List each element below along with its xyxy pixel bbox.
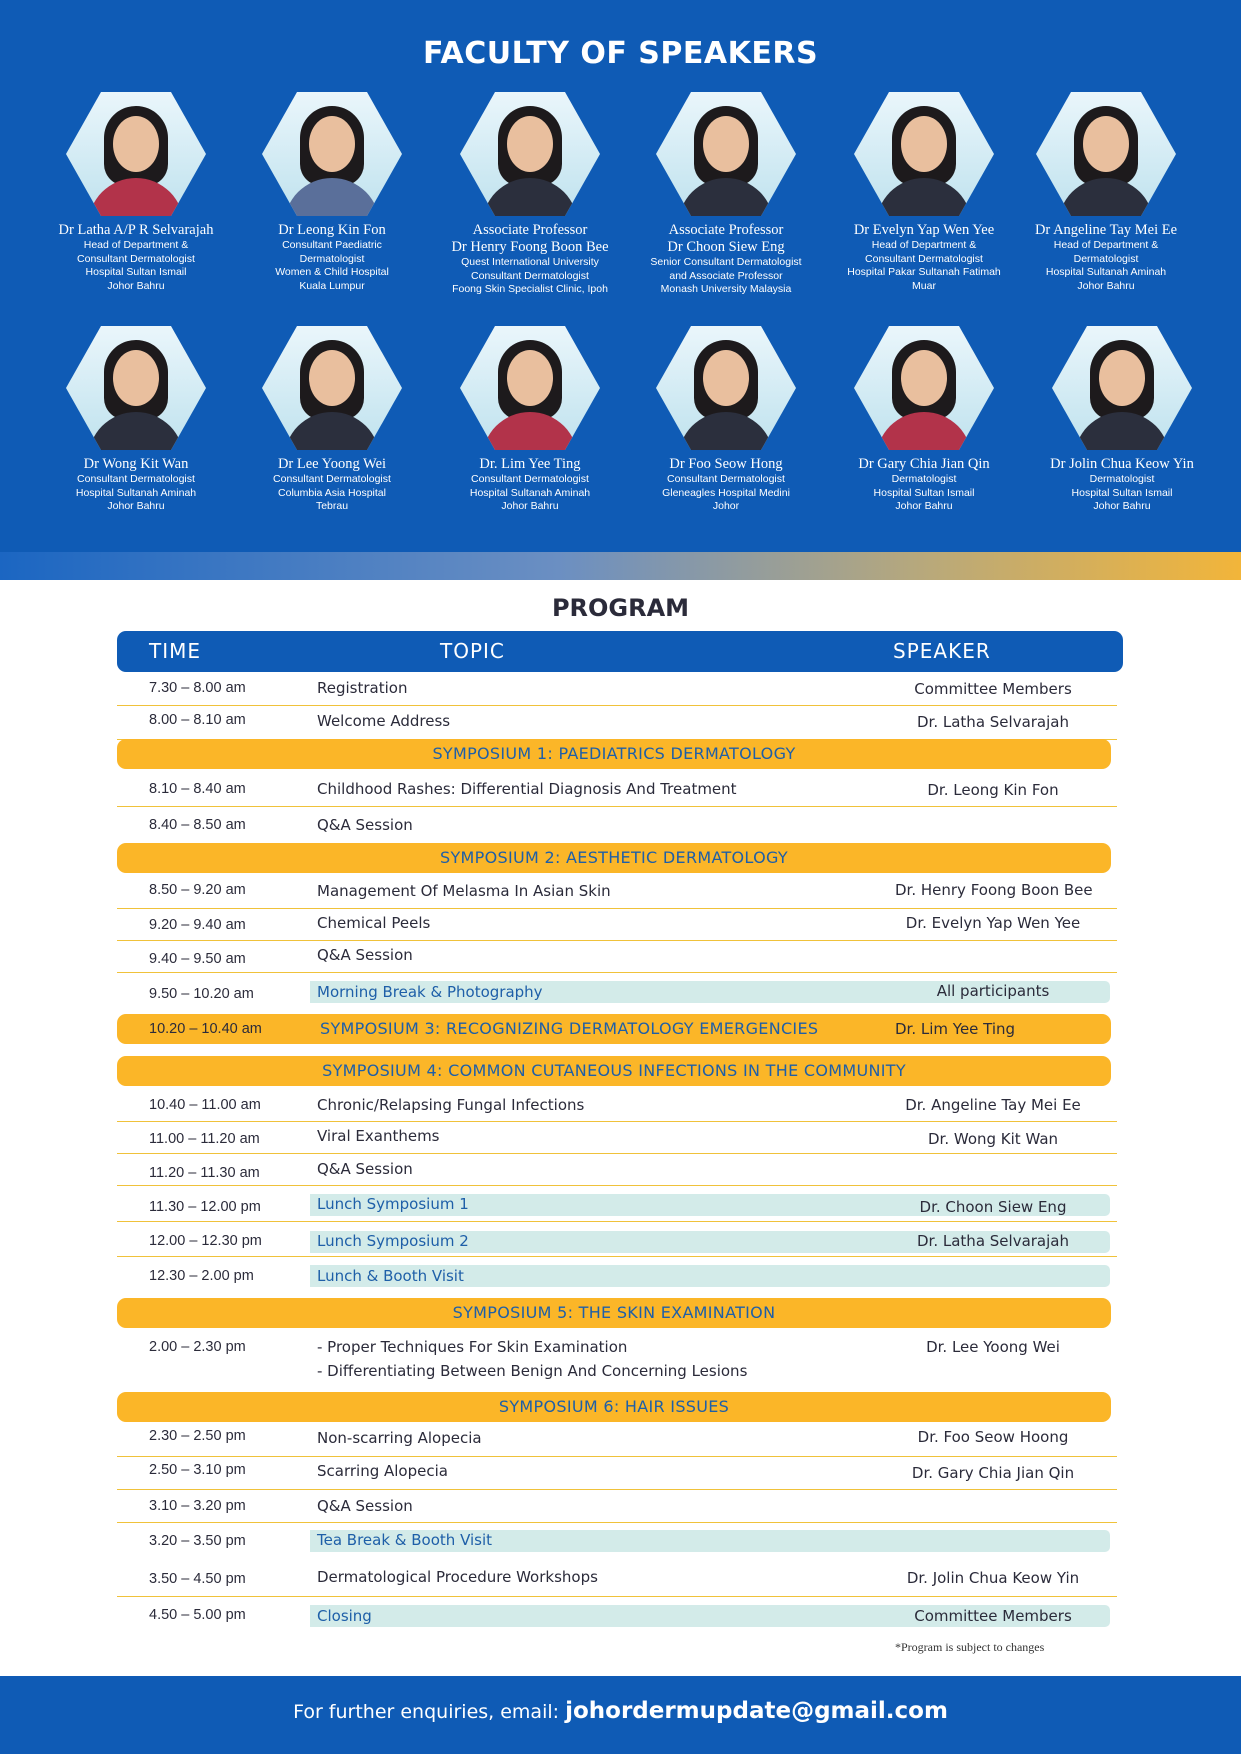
table-row (117, 1523, 1117, 1559)
speaker-card (432, 326, 628, 514)
speaker-detail: and Associate Professor (669, 269, 783, 282)
row-topic: Lunch & Booth Visit (317, 1267, 464, 1285)
row-topic: Childhood Rashes: Differential Diagnosis And Treatment (317, 780, 737, 798)
speaker-photo (1036, 92, 1176, 216)
footer-text: For further enquiries, email: (293, 1701, 566, 1723)
row-time: 11.30 – 12.00 pm (149, 1199, 261, 1215)
speaker-card (826, 326, 1022, 514)
row-time: 3.20 – 3.50 pm (149, 1533, 246, 1549)
row-speaker: Dr. Latha Selvarajah (917, 1232, 1069, 1250)
email-link[interactable]: johordermupdate@gmail.com (565, 1698, 948, 1724)
table-row (117, 1597, 1117, 1633)
row-time: 9.40 – 9.50 am (149, 951, 246, 967)
row-topic: Welcome Address (317, 712, 451, 730)
speaker-detail: Johor Bahru (501, 500, 559, 512)
row-time: 4.50 – 5.00 pm (149, 1607, 246, 1623)
speaker-photo (66, 92, 206, 216)
symposium-banner: SYMPOSIUM 2: AESTHETIC DERMATOLOGY (117, 843, 1111, 873)
row-topic: Lunch Symposium 2 (317, 1232, 469, 1250)
speaker-detail: Kuala Lumpur (299, 279, 365, 292)
row-speaker: Committee Members (914, 1607, 1072, 1625)
speaker-detail: Consultant Dermatologist (77, 252, 195, 265)
row-time: 8.50 – 9.20 am (149, 882, 246, 898)
speaker-card (234, 326, 430, 514)
row-topic: Q&A Session (317, 816, 413, 834)
speaker-name: Dr Henry Foong Boon Bee (451, 239, 609, 255)
speaker-detail: Dermatologist (299, 252, 365, 265)
table-row (117, 973, 1117, 1011)
row-time: 8.00 – 8.10 am (149, 712, 246, 728)
speaker-detail: Consultant Dermatologist (865, 252, 983, 265)
symposium-title: SYMPOSIUM 3: RECOGNIZING DERMATOLOGY EMERGENCIES (320, 1019, 819, 1038)
symposium-banner: SYMPOSIUM 4: COMMON CUTANEOUS INFECTIONS IN THE COMMUNITY (117, 1056, 1111, 1086)
speaker-detail: Consultant Paediatric (282, 239, 382, 251)
speaker-photo (854, 326, 994, 450)
row-topic: Morning Break & Photography (317, 983, 543, 1001)
speaker-card (432, 92, 628, 297)
table-row (117, 1222, 1117, 1257)
row-topic: Viral Exanthems (317, 1127, 440, 1145)
speaker-detail: Senior Consultant Dermatologist (650, 256, 802, 268)
speaker-detail: Dermatologist (891, 473, 957, 485)
table-row (117, 876, 1117, 909)
program-table-header (117, 631, 1123, 672)
speaker-card (234, 92, 430, 293)
row-time: 9.20 – 9.40 am (149, 917, 246, 933)
speaker-detail: Johor (712, 500, 740, 512)
speaker-detail: Tebrau (315, 500, 349, 512)
speaker-card (1024, 326, 1220, 514)
speaker-detail: Muar (912, 279, 936, 292)
row-topic: Q&A Session (317, 1497, 413, 1515)
row-topic: - Proper Techniques For Skin Examination (317, 1338, 628, 1356)
speaker-card (1008, 92, 1204, 293)
speaker-detail: Consultant Dermatologist (77, 473, 195, 485)
speaker-detail: Head of Department & (871, 239, 977, 251)
speaker-detail: Hospital Sultan Ismail (1071, 486, 1173, 499)
row-speaker: Dr. Choon Siew Eng (919, 1198, 1067, 1216)
row-speaker: Dr. Lim Yee Ting (895, 1020, 1016, 1038)
row-topic: Non-scarring Alopecia (317, 1429, 482, 1447)
row-speaker: Dr. Jolin Chua Keow Yin (906, 1569, 1080, 1587)
row-speaker: Dr. Evelyn Yap Wen Yee (905, 914, 1081, 932)
speaker-photo (656, 92, 796, 216)
symposium-banner: SYMPOSIUM 1: PAEDIATRICS DERMATOLOGY (117, 739, 1111, 769)
speaker-photo (1052, 326, 1192, 450)
row-topic: Tea Break & Booth Visit (317, 1531, 493, 1549)
speaker-name: Associate Professor (668, 222, 784, 238)
speaker-photo (262, 326, 402, 450)
speaker-detail: Consultant Dermatologist (471, 269, 589, 282)
speaker-name: Dr Wong Kit Wan (83, 456, 189, 472)
speaker-name: Dr Angeline Tay Mei Ee (1034, 222, 1178, 238)
speaker-detail: Hospital Sultanah Aminah (1045, 266, 1167, 278)
speaker-detail: Foong Skin Specialist Clinic, Ipoh (452, 283, 608, 295)
speaker-detail: Monash University Malaysia (660, 283, 792, 295)
speaker-detail: Johor Bahru (107, 500, 165, 512)
speaker-detail: Dermatologist (1073, 252, 1139, 265)
speaker-detail: Hospital Sultanah Aminah (469, 486, 591, 499)
row-speaker: All participants (936, 982, 1050, 1000)
symposium-banner: SYMPOSIUM 6: HAIR ISSUES (117, 1392, 1111, 1422)
speaker-photo (66, 326, 206, 450)
row-time: 2.00 – 2.30 pm (149, 1339, 246, 1355)
table-row (117, 672, 1117, 706)
row-topic: Chronic/Relapsing Fungal Infections (317, 1096, 585, 1114)
speaker-name: Dr Choon Siew Eng (667, 239, 785, 255)
speaker-photo (854, 92, 994, 216)
speaker-photo (460, 92, 600, 216)
row-time: 9.50 – 10.20 am (149, 986, 254, 1002)
speaker-card (628, 92, 824, 297)
table-row (117, 773, 1117, 807)
speaker-detail: Johor Bahru (895, 500, 953, 512)
row-topic: Management Of Melasma In Asian Skin (317, 882, 611, 900)
program-title: PROGRAM (551, 594, 690, 622)
speaker-detail: Consultant Dermatologist (667, 473, 785, 485)
row-time: 10.20 – 10.40 am (149, 1021, 262, 1037)
speaker-detail: Consultant Dermatologist (471, 473, 589, 485)
header-time: TIME (149, 639, 202, 663)
row-speaker: Dr. Gary Chia Jian Qin (911, 1464, 1075, 1482)
speaker-detail: Johor Bahru (1077, 279, 1135, 292)
row-time: 2.30 – 2.50 pm (149, 1428, 246, 1444)
gradient-divider (0, 552, 1241, 580)
row-time: 11.00 – 11.20 am (149, 1131, 260, 1147)
speaker-card (826, 92, 1022, 293)
faculty-section (0, 0, 1241, 552)
faculty-title: FACULTY OF SPEAKERS (422, 36, 819, 71)
speaker-name: Dr Foo Seow Hong (669, 456, 783, 472)
speaker-photo (460, 326, 600, 450)
table-row (117, 706, 1117, 740)
table-row (117, 1154, 1117, 1186)
header-speaker: SPEAKER (893, 639, 991, 663)
table-row (117, 1424, 1117, 1457)
speaker-name: Dr Evelyn Yap Wen Yee (853, 222, 995, 238)
table-row (117, 1089, 1117, 1122)
speaker-name: Dr Lee Yoong Wei (277, 456, 387, 472)
speaker-detail: Johor Bahru (107, 279, 165, 292)
row-speaker: Dr. Wong Kit Wan (927, 1130, 1059, 1148)
speaker-name: Dr Gary Chia Jian Qin (858, 456, 990, 472)
table-row (117, 1257, 1117, 1297)
symposium-banner: SYMPOSIUM 5: THE SKIN EXAMINATION (117, 1298, 1111, 1328)
speaker-detail: Women & Child Hospital (275, 266, 389, 278)
speaker-detail: Dermatologist (1089, 473, 1155, 485)
speaker-name: Associate Professor (472, 222, 588, 238)
speaker-card (628, 326, 824, 514)
table-row (117, 1330, 1117, 1390)
footer (0, 1676, 1241, 1754)
row-time: 7.30 – 8.00 am (149, 680, 246, 696)
table-row (117, 1122, 1117, 1154)
speaker-card (38, 92, 234, 293)
speaker-name: Dr Leong Kin Fon (278, 222, 386, 238)
table-row (117, 1457, 1117, 1490)
row-time: 3.10 – 3.20 pm (149, 1498, 246, 1514)
row-time: 10.40 – 11.00 am (149, 1097, 261, 1113)
speaker-photo (262, 92, 402, 216)
row-topic: Registration (317, 679, 408, 697)
speaker-detail: Quest International University (461, 256, 599, 268)
table-row (117, 1490, 1117, 1523)
speaker-name: Dr Jolin Chua Keow Yin (1050, 456, 1194, 472)
speaker-detail: Head of Department & (1053, 239, 1159, 251)
speaker-photo (656, 326, 796, 450)
row-time: 8.10 – 8.40 am (149, 781, 246, 797)
speaker-detail: Consultant Dermatologist (273, 473, 391, 485)
speaker-detail: Head of Department & (83, 239, 189, 251)
row-speaker: Dr. Latha Selvarajah (917, 713, 1069, 731)
speaker-detail: Hospital Sultan Ismail (85, 266, 187, 278)
table-row (117, 941, 1117, 973)
row-time: 12.00 – 12.30 pm (149, 1233, 262, 1249)
speaker-detail: Johor Bahru (1093, 500, 1151, 512)
row-speaker: Dr. Henry Foong Boon Bee (895, 881, 1093, 899)
row-topic: Scarring Alopecia (317, 1462, 448, 1480)
speaker-detail: Hospital Sultan Ismail (873, 486, 975, 499)
row-time: 12.30 – 2.00 pm (149, 1268, 254, 1284)
table-row (117, 1186, 1117, 1222)
speaker-detail: Hospital Pakar Sultanah Fatimah (847, 266, 1001, 278)
speaker-detail: Hospital Sultanah Aminah (75, 486, 197, 499)
row-topic: - Differentiating Between Benign And Concerning Lesions (317, 1362, 748, 1380)
header-topic: TOPIC (440, 639, 505, 663)
row-topic: Closing (317, 1607, 372, 1625)
speaker-name: Dr Latha A/P R Selvarajah (58, 222, 214, 238)
row-speaker: Dr. Leong Kin Fon (927, 781, 1059, 799)
row-speaker: Dr. Lee Yoong Wei (926, 1338, 1060, 1356)
row-topic: Q&A Session (317, 1160, 413, 1178)
row-topic: Lunch Symposium 1 (317, 1195, 469, 1213)
table-row (117, 807, 1117, 843)
program-note: *Program is subject to changes (895, 1640, 1045, 1654)
row-topic: Dermatological Procedure Workshops (317, 1568, 598, 1586)
row-time: 11.20 – 11.30 am (149, 1165, 260, 1181)
table-row (117, 909, 1117, 941)
table-row (117, 1559, 1117, 1597)
speaker-name: Dr. Lim Yee Ting (479, 456, 581, 472)
row-time: 8.40 – 8.50 am (149, 817, 246, 833)
row-topic: Chemical Peels (317, 914, 431, 932)
symposium-row (117, 1014, 1111, 1044)
speaker-detail: Columbia Asia Hospital (278, 486, 386, 499)
speaker-detail: Gleneagles Hospital Medini (662, 486, 790, 499)
row-topic: Q&A Session (317, 946, 413, 964)
row-time: 3.50 – 4.50 pm (149, 1571, 246, 1587)
row-time: 2.50 – 3.10 pm (149, 1462, 246, 1478)
row-speaker: Dr. Angeline Tay Mei Ee (905, 1096, 1081, 1114)
row-speaker: Dr. Foo Seow Hoong (917, 1428, 1069, 1446)
row-speaker: Committee Members (914, 680, 1072, 698)
speaker-card (38, 326, 234, 514)
